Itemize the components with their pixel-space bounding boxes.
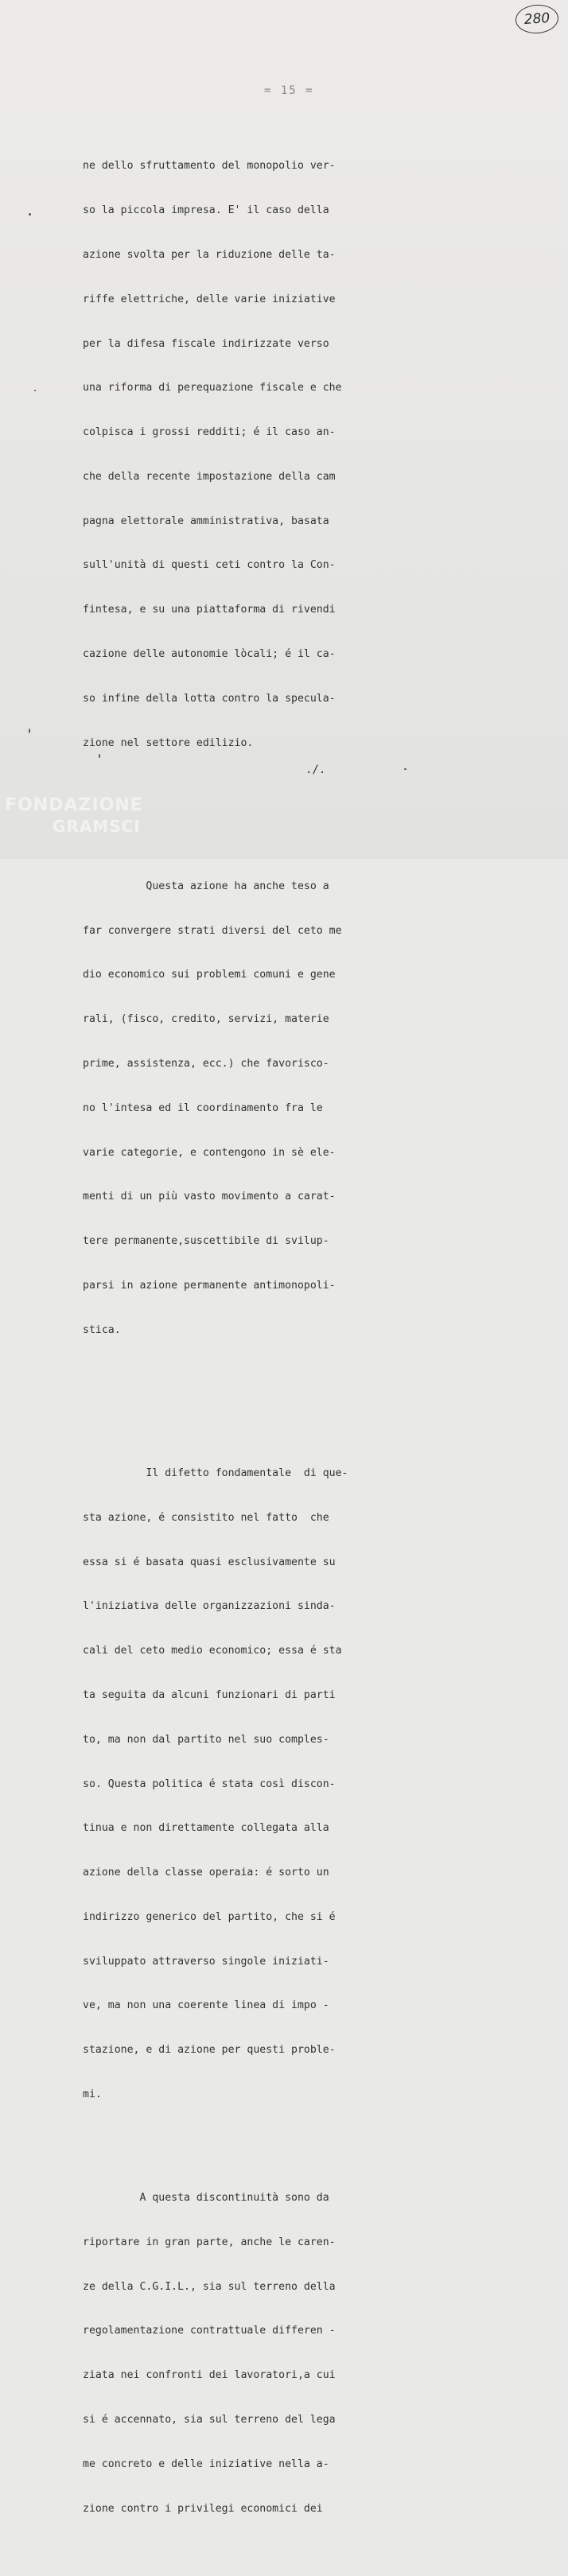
watermark-line-1: FONDAZIONE bbox=[5, 795, 143, 815]
text-line: mi. bbox=[83, 2088, 102, 2100]
paragraph bbox=[83, 850, 361, 1368]
text-line: menti di un più vasto movimento a carat- bbox=[83, 1191, 336, 1203]
paragraph bbox=[83, 130, 361, 780]
paper-speck bbox=[34, 390, 36, 391]
paper-speck bbox=[29, 213, 31, 216]
text-line: ne dello sfruttamento del monopolio ver- bbox=[83, 160, 336, 173]
paper-speck bbox=[99, 754, 100, 758]
paper-speck bbox=[29, 729, 30, 733]
archive-number-stamp bbox=[515, 3, 559, 35]
text-line: sviluppato attraverso singole iniziati- bbox=[83, 1955, 329, 1968]
text-line: colpisca i grossi redditi; é il caso an- bbox=[83, 426, 336, 439]
text-line: so la piccola impresa. E' il caso della bbox=[83, 204, 329, 217]
text-line: ve, ma non una coerente linea di impo - bbox=[83, 1999, 329, 2012]
body-text bbox=[83, 100, 361, 2576]
text-line: essa si é basata quasi esclusivamente su bbox=[83, 1556, 336, 1568]
text-line: sta azione, é consistito nel fatto che bbox=[83, 1511, 329, 1524]
paper-speck bbox=[404, 768, 407, 770]
text-line: si é accennato, sia sul terreno del lega bbox=[83, 2414, 336, 2426]
text-line: tere permanente,suscettibile di svilup- bbox=[83, 1235, 329, 1248]
text-line: azione della classe operaia: é sorto un bbox=[83, 1867, 329, 1879]
text-line: so. Questa politica é stata così discon- bbox=[83, 1778, 336, 1790]
watermark bbox=[5, 795, 143, 837]
text-line: cali del ceto medio economico; essa é sta bbox=[83, 1645, 342, 1657]
text-line: to, ma non dal partito nel suo comples- bbox=[83, 1733, 329, 1746]
watermark-line-2: GRAMSCI bbox=[53, 817, 141, 836]
text-line: che della recente impostazione della cam bbox=[83, 470, 336, 483]
text-line: rali, (fisco, credito, servizi, materie bbox=[83, 1013, 329, 1026]
text-line: cazione delle autonomie lòcali; é il ca- bbox=[83, 647, 336, 660]
text-line: dio economico sui problemi comuni e gene bbox=[83, 969, 336, 981]
text-line: so infine della lotta contro la specula- bbox=[83, 692, 336, 705]
continuation-mark: ./. bbox=[305, 763, 326, 776]
text-line: far convergere strati diversi del ceto me bbox=[83, 924, 342, 937]
text-line: A questa discontinuità sono da bbox=[83, 2192, 329, 2205]
text-line: l'iniziativa delle organizzazioni sinda- bbox=[83, 1600, 336, 1613]
archive-number: 280 bbox=[523, 10, 550, 29]
text-line: ze della C.G.I.L., sia sul terreno della bbox=[83, 2280, 336, 2293]
text-line: varie categorie, e contengono in sè ele- bbox=[83, 1146, 336, 1159]
text-line: una riforma di perequazione fiscale e che bbox=[83, 382, 342, 394]
text-line: ziata nei confronti dei lavoratori,a cui bbox=[83, 2369, 336, 2382]
text-line: parsi in azione permanente antimonopoli- bbox=[83, 1279, 336, 1292]
text-line: me concreto e delle iniziative nella a- bbox=[83, 2457, 329, 2470]
paragraph bbox=[83, 2162, 361, 2546]
text-line: prime, assistenza, ecc.) che favorisco- bbox=[83, 1058, 329, 1070]
text-line: pagna elettorale amministrativa, basata bbox=[83, 515, 329, 527]
text-line: Il difetto fondamentale di que- bbox=[83, 1467, 348, 1480]
paragraph bbox=[83, 1437, 361, 2132]
text-line: sull'unità di questi ceti contro la Con- bbox=[83, 559, 336, 572]
text-line: no l'intesa ed il coordinamento fra le bbox=[83, 1102, 323, 1114]
text-line: riportare in gran parte, anche le caren- bbox=[83, 2236, 336, 2248]
text-line: fintesa, e su una piattaforma di rivendi bbox=[83, 604, 336, 616]
text-line: regolamentazione contrattuale differen - bbox=[83, 2325, 336, 2337]
text-line: indirizzo generico del partito, che si é bbox=[83, 1910, 336, 1923]
text-line: ta seguita da alcuni funzionari di parti bbox=[83, 1688, 336, 1701]
text-line: azione svolta per la riduzione delle ta- bbox=[83, 248, 336, 261]
text-line: tinua e non direttamente collegata alla bbox=[83, 1822, 329, 1835]
text-line: Questa azione ha anche teso a bbox=[83, 880, 329, 892]
paragraph-gap bbox=[83, 1397, 361, 1408]
text-line: stica. bbox=[83, 1323, 121, 1336]
text-line: stazione, e di azione per questi proble- bbox=[83, 2044, 336, 2057]
text-line: zione nel settore edilizio. bbox=[83, 736, 254, 749]
text-line: zione contro i privilegi economici dei bbox=[83, 2502, 323, 2515]
text-line: riffe elettriche, delle varie iniziative bbox=[83, 293, 336, 305]
text-line: per la difesa fiscale indirizzate verso bbox=[83, 337, 329, 350]
page-number: = 15 = bbox=[264, 84, 314, 97]
